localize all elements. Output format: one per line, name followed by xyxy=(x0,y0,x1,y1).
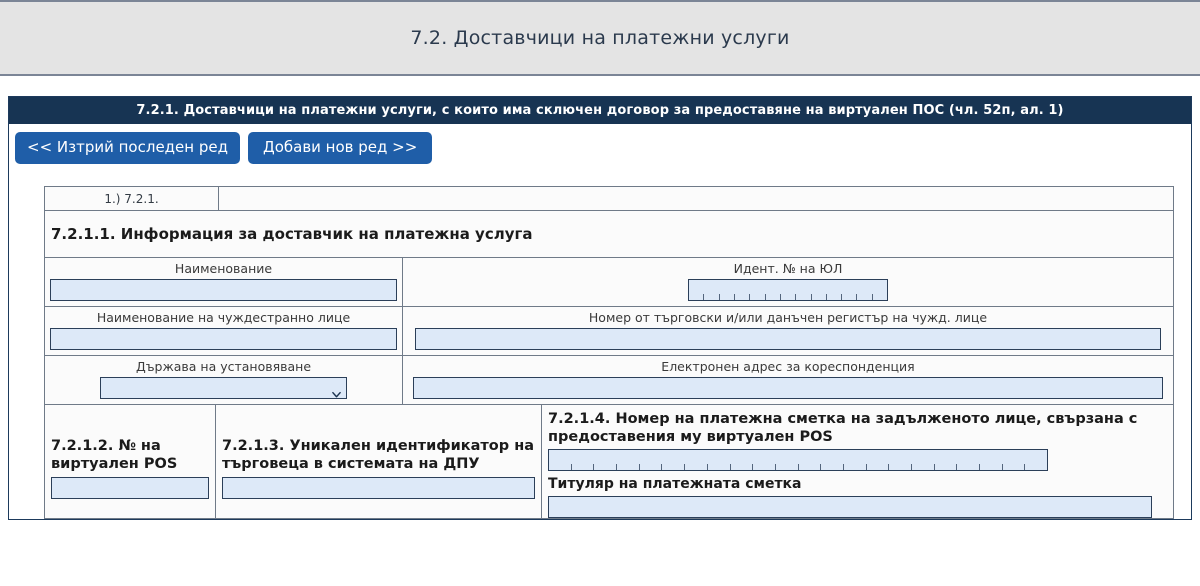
merchant-uid-label: 7.2.1.3. Уникален идентификатор на търговеца в системата на ДПУ xyxy=(222,438,534,472)
section-container xyxy=(8,96,1192,520)
grid-row-foreign xyxy=(45,307,1173,356)
subsection-title-cell xyxy=(45,211,1173,258)
row-toolbar xyxy=(9,124,1191,174)
email-cell xyxy=(403,356,1173,405)
payment-account-input[interactable] xyxy=(548,449,1048,471)
country-cell xyxy=(45,356,403,405)
section-header-title: 7.2.1. Доставчици на платежни услуги, с които има сключен договор за предоставяне на виртуален ПОС (чл. 52п, ал. 1) xyxy=(136,103,1064,118)
foreign-name-input[interactable] xyxy=(50,328,397,350)
chevron-down-icon xyxy=(332,384,341,393)
merchant-uid-input[interactable] xyxy=(222,477,535,499)
country-select[interactable] xyxy=(100,377,347,399)
pos-number-input[interactable] xyxy=(51,477,209,499)
header-spacer xyxy=(0,76,1200,96)
country-label: Държава на установяване xyxy=(135,359,312,374)
merchant-uid-cell xyxy=(216,405,542,518)
eik-segment-ticks xyxy=(689,294,887,300)
grid-row-name xyxy=(45,258,1173,307)
pos-number-cell xyxy=(45,405,216,518)
email-input[interactable] xyxy=(413,377,1163,399)
row-index-label: 1.) 7.2.1. xyxy=(104,191,159,206)
foreign-name-cell xyxy=(45,307,403,356)
grid-row-subsection xyxy=(45,211,1173,258)
provider-entry-grid xyxy=(44,186,1174,519)
foreign-name-label: Наименование на чуждестранно лице xyxy=(96,310,351,325)
payment-account-cell xyxy=(542,405,1173,518)
row-index-filler xyxy=(219,187,1173,211)
eik-cell xyxy=(403,258,1173,307)
section-header-bar xyxy=(9,97,1191,124)
eik-label: Идент. № на ЮЛ xyxy=(733,261,843,276)
eik-input[interactable] xyxy=(688,279,888,301)
delete-last-row-button[interactable]: << Изтрий последен ред xyxy=(15,132,240,164)
grid-row-pos-details xyxy=(45,405,1173,518)
add-new-row-button[interactable]: Добави нов ред >> xyxy=(248,132,432,164)
name-input[interactable] xyxy=(50,279,397,301)
payment-account-segment-ticks xyxy=(549,464,1047,470)
foreign-reg-number-cell xyxy=(403,307,1173,356)
foreign-reg-number-input[interactable] xyxy=(415,328,1161,350)
page-title: 7.2. Доставчици на платежни услуги xyxy=(410,27,790,49)
email-label: Електронен адрес за кореспонденция xyxy=(661,359,915,374)
row-index-cell xyxy=(45,187,219,211)
name-label: Наименование xyxy=(174,261,273,276)
grid-row-country-email xyxy=(45,356,1173,405)
subsection-title: 7.2.1.1. Информация за доставчик на платежна услуга xyxy=(51,225,533,243)
name-cell xyxy=(45,258,403,307)
account-holder-input[interactable] xyxy=(548,496,1152,518)
form-area xyxy=(9,174,1191,519)
foreign-reg-number-label: Номер от търговски и/или данъчен регистър на чужд. лице xyxy=(588,310,988,325)
grid-row-index xyxy=(45,187,1173,211)
page-header xyxy=(0,0,1200,76)
payment-account-label: 7.2.1.4. Номер на платежна сметка на задълженото лице, свързана с предоставения му виртуален POS xyxy=(548,411,1138,445)
account-holder-label: Титуляр на платежната сметка xyxy=(548,476,802,492)
pos-number-label: 7.2.1.2. № на виртуален POS xyxy=(51,438,178,472)
